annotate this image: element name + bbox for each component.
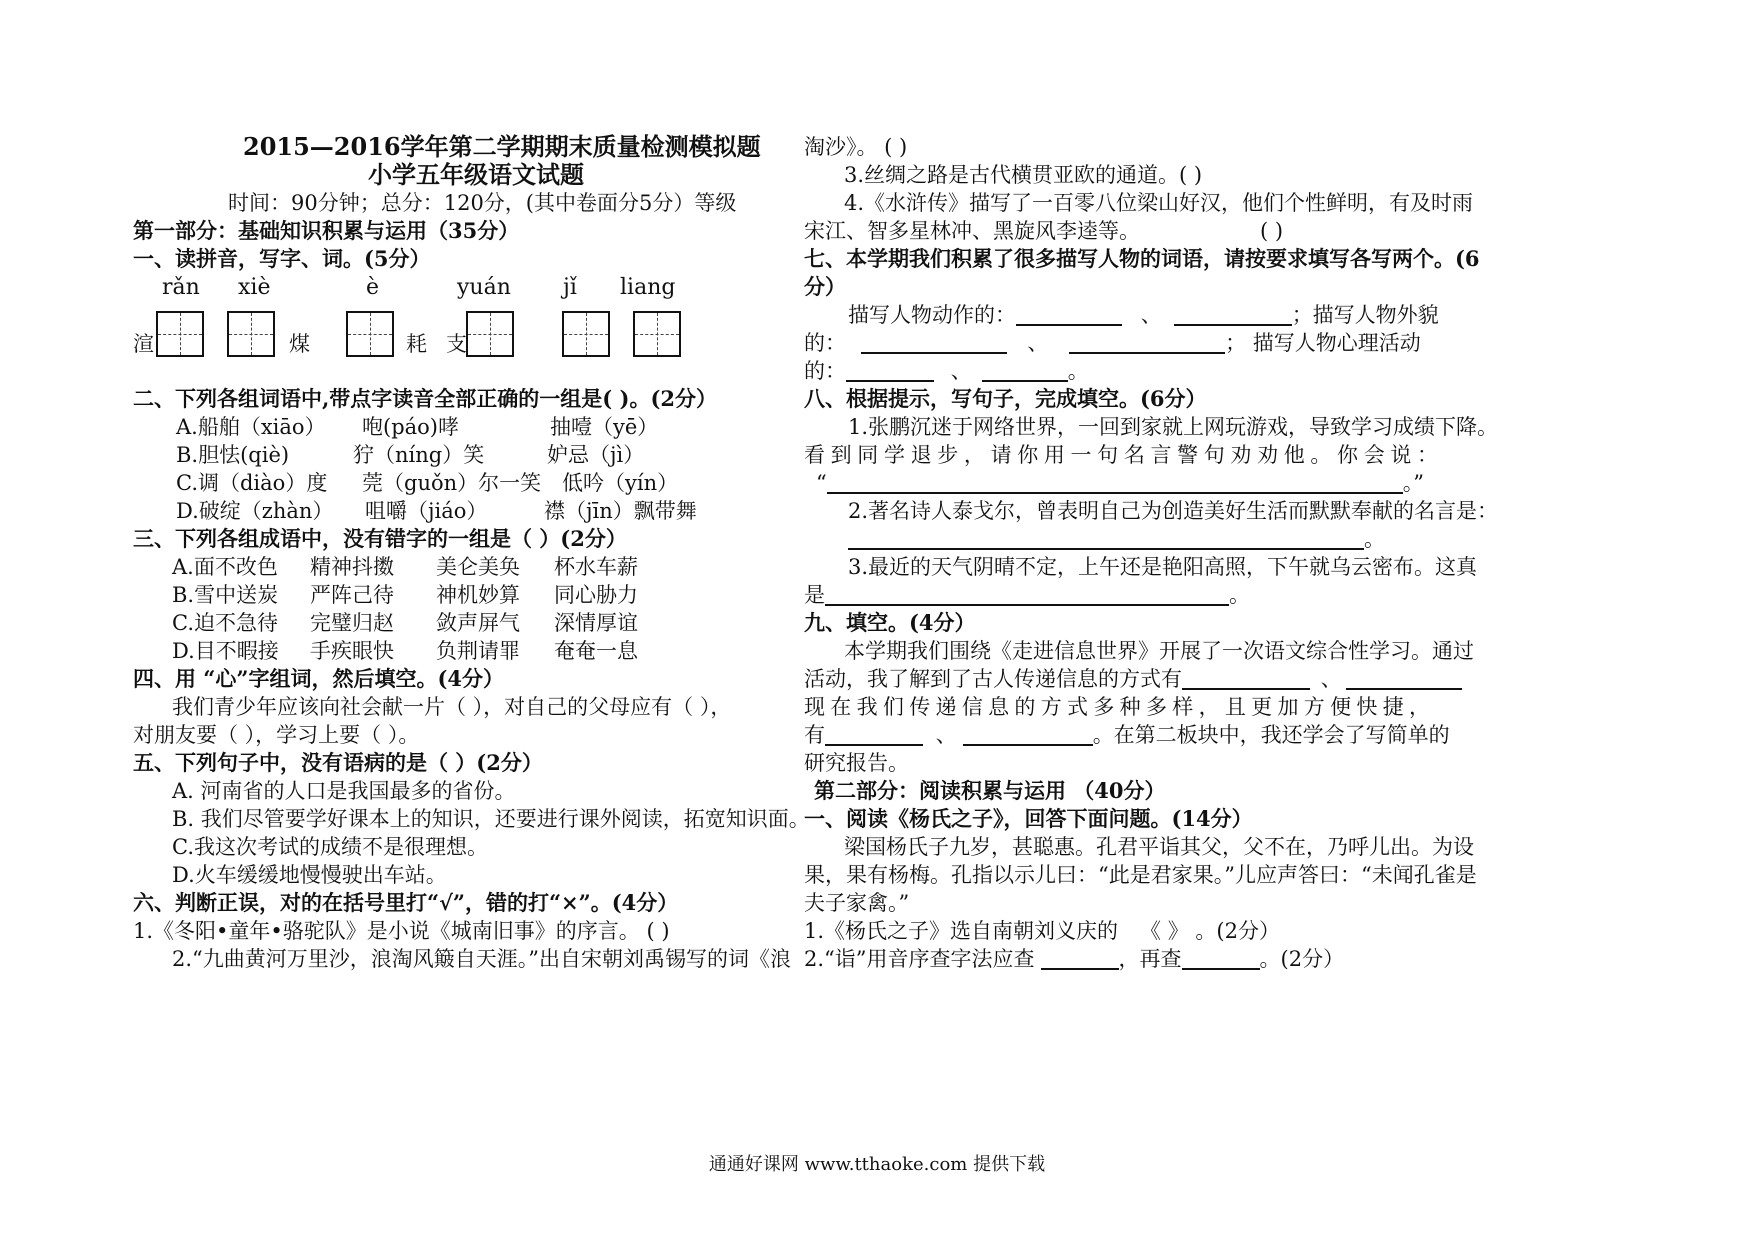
reading1-heading: 一、阅读《杨氏之子》，回答下面问题。(14分） [804, 806, 1253, 831]
q2-heading: 二、下列各组词语中,带点字读音全部正确的一组是( )。(2分） [133, 386, 718, 411]
q8-open-quote: “ [816, 471, 827, 495]
q8-item-1c [816, 468, 1424, 498]
reading1-q2-mid: ，再查 [1118, 947, 1182, 971]
q3-b2: 严阵己待 [310, 583, 394, 607]
q9-ancient-blank-2[interactable] [1346, 666, 1462, 690]
q7-line1 [848, 300, 1439, 330]
q9-heading: 九、填空。(4分） [804, 610, 976, 635]
q9-ancient-blank-1[interactable] [1182, 666, 1310, 690]
q8-item-2: 2.著名诗人泰戈尔，曾表明自己为创造美好生活而默默奉献的名言是： [848, 499, 1499, 523]
pinyin-3: è [366, 275, 380, 300]
q2-option-c1: C.调（diào）度 [176, 471, 328, 495]
q8-weather-blank[interactable] [825, 582, 1229, 606]
q9-modern-blank-1[interactable] [825, 722, 923, 746]
q3-b3: 神机妙算 [436, 583, 520, 607]
q2-option-a3: 抽噎（yē） [550, 415, 659, 439]
q9-sep-1: 、 [1320, 667, 1342, 691]
pinyin-5: jǐ [563, 275, 577, 300]
q1-char-2: 煤 [289, 332, 310, 356]
q5-option-c: C.我这次考试的成绩不是很理想。 [172, 835, 488, 859]
q8-tagore-blank[interactable] [848, 526, 1364, 550]
reading1-q1-blank[interactable]: 《 》 。(2分） [1140, 919, 1280, 943]
q3-a3: 美仑美奂 [436, 555, 520, 579]
reading1-passage-3: 夫子家禽。” [804, 891, 910, 915]
q9-line-a: 本学期我们围绕《走进信息世界》开展了一次语文综合性学习。通过 [844, 639, 1474, 663]
q1-char-4: 支 [446, 332, 467, 356]
writing-grid-2[interactable] [227, 311, 275, 357]
q9-line-d [804, 720, 1450, 750]
q6-item-4b: 宋江、智多星林冲、黑旋风李逵等。 [804, 219, 1140, 243]
q7-sep-1: 、 [1140, 303, 1162, 327]
q7-heading-2: 分） [804, 274, 846, 299]
part2-heading: 第二部分：阅读积累与运用 （40分） [814, 778, 1166, 803]
q7-psych-blank-2[interactable] [982, 358, 1068, 382]
q7-appearance-label: ；描写人物外貌 [1291, 303, 1439, 327]
q9-line-d-text: 。在第二板块中，我还学会了写简单的 [1092, 723, 1450, 747]
q8-item-3a: 3.最近的天气阴晴不定，上午还是艳阳高照，下午就乌云密布。这真 [848, 555, 1478, 579]
q6-heading: 六、判断正误，对的在括号里打“√”，错的打“×”。(4分） [133, 890, 679, 915]
q7-psych-blank-1[interactable] [846, 358, 934, 382]
q2-option-b1: B.胆怯(qiè) [176, 443, 290, 467]
exam-subtitle: 小学五年级语文试题 [368, 160, 584, 189]
q7-heading: 七、本学期我们积累了很多描写人物的词语，请按要求填写各写两个。(6 [804, 246, 1480, 271]
q9-sep-2: 、 [935, 723, 957, 747]
q8-item-3-end: 。 [1229, 583, 1250, 607]
q9-modern-blank-2[interactable] [963, 722, 1093, 746]
q3-b4: 同心胁力 [554, 583, 638, 607]
exam-title: 2015—2016学年第二学期期末质量检测模拟题 [243, 132, 761, 161]
q5-option-d: D.火车缓缓地慢慢驶出车站。 [172, 863, 447, 887]
q3-d3: 负荆请罪 [436, 639, 520, 663]
q8-heading: 八、根据提示，写句子，完成填空。(6分） [804, 386, 1207, 411]
q2-option-d1: D.破绽（zhàn） [176, 499, 334, 523]
q2-option-b2: 狞（níng）笑 [353, 443, 485, 467]
q1-heading: 一、读拼音，写字、词。(5分） [133, 246, 431, 271]
q9-line-b [804, 664, 1462, 694]
part1-heading: 第一部分：基础知识积累与运用（35分） [133, 218, 520, 243]
q2-option-a2: 咆(páo)哮 [362, 415, 459, 439]
q8-close-quote: 。” [1402, 471, 1424, 495]
q4-line1: 我们青少年应该向社会献一片（ ），对自己的父母应有（ ）， [172, 695, 732, 719]
q2-option-c3: 低吟（yín） [562, 471, 679, 495]
q2-option-d3: 襟（jīn）飘带舞 [544, 499, 697, 523]
pinyin-1: rǎn [162, 275, 200, 300]
pinyin-2: xiè [238, 275, 271, 300]
q7-line2-prefix: 的： [804, 331, 846, 355]
q5-heading: 五、下列句子中，没有语病的是（ ）(2分） [133, 750, 543, 775]
q6-item-2: 2.“九曲黄河万里沙，浪淘风簸自天涯。”出自宋朝刘禹锡写的词《浪 [172, 947, 792, 971]
q3-d4: 奄奄一息 [554, 639, 638, 663]
pinyin-4: yuán [457, 275, 511, 300]
q6-item-2-cont: 淘沙》。 ( ) [804, 135, 908, 159]
q7-action-blank-1[interactable] [1016, 302, 1122, 326]
writing-grid-5[interactable] [562, 311, 610, 357]
writing-grid-6[interactable] [633, 311, 681, 357]
writing-grid-3[interactable] [346, 311, 394, 357]
q7-end: 。 [1067, 359, 1089, 383]
q9-line-c: 现在我们传递信息的方式多种多样，且更加方便快捷， [804, 695, 1430, 719]
pinyin-6: liang [620, 275, 676, 300]
q7-line2 [804, 328, 1421, 358]
q2-option-b3: 妒忌（jì） [547, 443, 645, 467]
reading1-q1 [804, 916, 1280, 946]
q3-b1: B.雪中送炭 [172, 583, 279, 607]
q3-heading: 三、下列各组成语中，没有错字的一组是（ ）(2分） [133, 526, 627, 551]
reading1-q2-blank-2[interactable] [1182, 946, 1260, 970]
reading1-q2-blank-1[interactable] [1041, 946, 1119, 970]
reading1-passage-2: 果，果有杨梅。孔指以示儿曰：“此是君家果。”儿应声答曰：“未闻孔雀是 [804, 863, 1477, 887]
writing-grid-4[interactable] [466, 311, 514, 357]
q3-a1: A.面不改色 [172, 555, 278, 579]
q6-item-4-paren: ( ) [1260, 219, 1284, 243]
q7-psych-label: ； 描写人物心理活动 [1225, 331, 1421, 355]
q3-a4: 杯水车薪 [554, 555, 638, 579]
q9-line-d-prefix: 有 [804, 723, 825, 747]
q3-d1: D.目不暇接 [172, 639, 279, 663]
q2-option-c2: 莞（guǒn）尔一笑 [362, 471, 542, 495]
q8-item-3b [804, 580, 1250, 610]
reading1-passage-1: 梁国杨氏子九岁，甚聪惠。孔君平诣其父，父不在，乃呼儿出。为设 [844, 835, 1474, 859]
q3-c1: C.迫不急待 [172, 611, 278, 635]
q3-c3: 敛声屏气 [436, 611, 520, 635]
q4-heading: 四、用 “心”字组词，然后填空。(4分） [133, 666, 505, 691]
reading1-q1-text: 1.《杨氏之子》选自南朝刘义庆的 [804, 919, 1119, 943]
q7-action-label: 描写人物动作的： [848, 303, 1016, 327]
q6-item-1: 1.《冬阳•童年•骆驼队》是小说《城南旧事》的序言。 ( ) [133, 919, 670, 943]
q7-appearance-blank-2[interactable] [1069, 330, 1225, 354]
q7-appearance-blank-1[interactable] [861, 330, 1007, 354]
q1-char-1: 渲 [133, 332, 154, 356]
q8-item-2-answer [848, 524, 1385, 554]
q2-option-a1: A.船舶（xiāo） [176, 415, 326, 439]
q7-action-blank-2[interactable] [1174, 302, 1292, 326]
q8-item-3b-prefix: 是 [804, 583, 825, 607]
q2-option-d2: 咀嚼（jiáo） [365, 499, 488, 523]
q7-sep-2: 、 [1027, 331, 1049, 355]
q7-line3-prefix: 的： [804, 359, 846, 383]
q9-line-b-text: 活动，我了解到了古人传递信息的方式有 [804, 667, 1182, 691]
writing-grid-1[interactable] [156, 311, 204, 357]
q8-item-2-end: 。 [1364, 527, 1385, 551]
q5-option-a: A. 河南省的人口是我国最多的省份。 [172, 779, 516, 803]
q7-line3 [804, 356, 1089, 386]
q8-item-1b: 看到同学退步，请你用一句名言警句劝劝他。你会说： [804, 443, 1438, 467]
q6-item-3: 3.丝绸之路是古代横贯亚欧的通道。( ) [844, 163, 1203, 187]
reading1-q2 [804, 944, 1344, 974]
q3-c4: 深情厚谊 [554, 611, 638, 635]
q9-line-e: 研究报告。 [804, 751, 909, 775]
q3-d2: 手疾眼快 [310, 639, 394, 663]
q4-line2: 对朋友要（ ），学习上要（ ）。 [133, 723, 420, 747]
q1-char-3: 耗 [406, 332, 427, 356]
q5-option-b: B. 我们尽管要学好课本上的知识，还要进行课外阅读，拓宽知识面。 [172, 807, 810, 831]
footer-credit: 通通好课网 www.tthaoke.com 提供下载 [708, 1154, 1046, 1175]
q8-proverb-blank[interactable] [827, 470, 1403, 494]
q8-item-1a: 1.张鹏沉迷于网络世界，一回到家就上网玩游戏，导致学习成绩下降。 [848, 415, 1499, 439]
exam-meta: 时间：90分钟；总分：120分，(其中卷面分5分）等级 [228, 191, 737, 215]
q6-item-4a: 4.《水浒传》描写了一百零八位梁山好汉，他们个性鲜明，有及时雨 [844, 191, 1474, 215]
q7-sep-3: 、 [950, 359, 972, 383]
q3-c2: 完璧归赵 [310, 611, 394, 635]
reading1-q2-end: 。(2分） [1259, 947, 1345, 971]
q3-a2: 精神抖擞 [310, 555, 394, 579]
reading1-q2-text: 2.“诣”用音序查字法应查 [804, 947, 1035, 971]
